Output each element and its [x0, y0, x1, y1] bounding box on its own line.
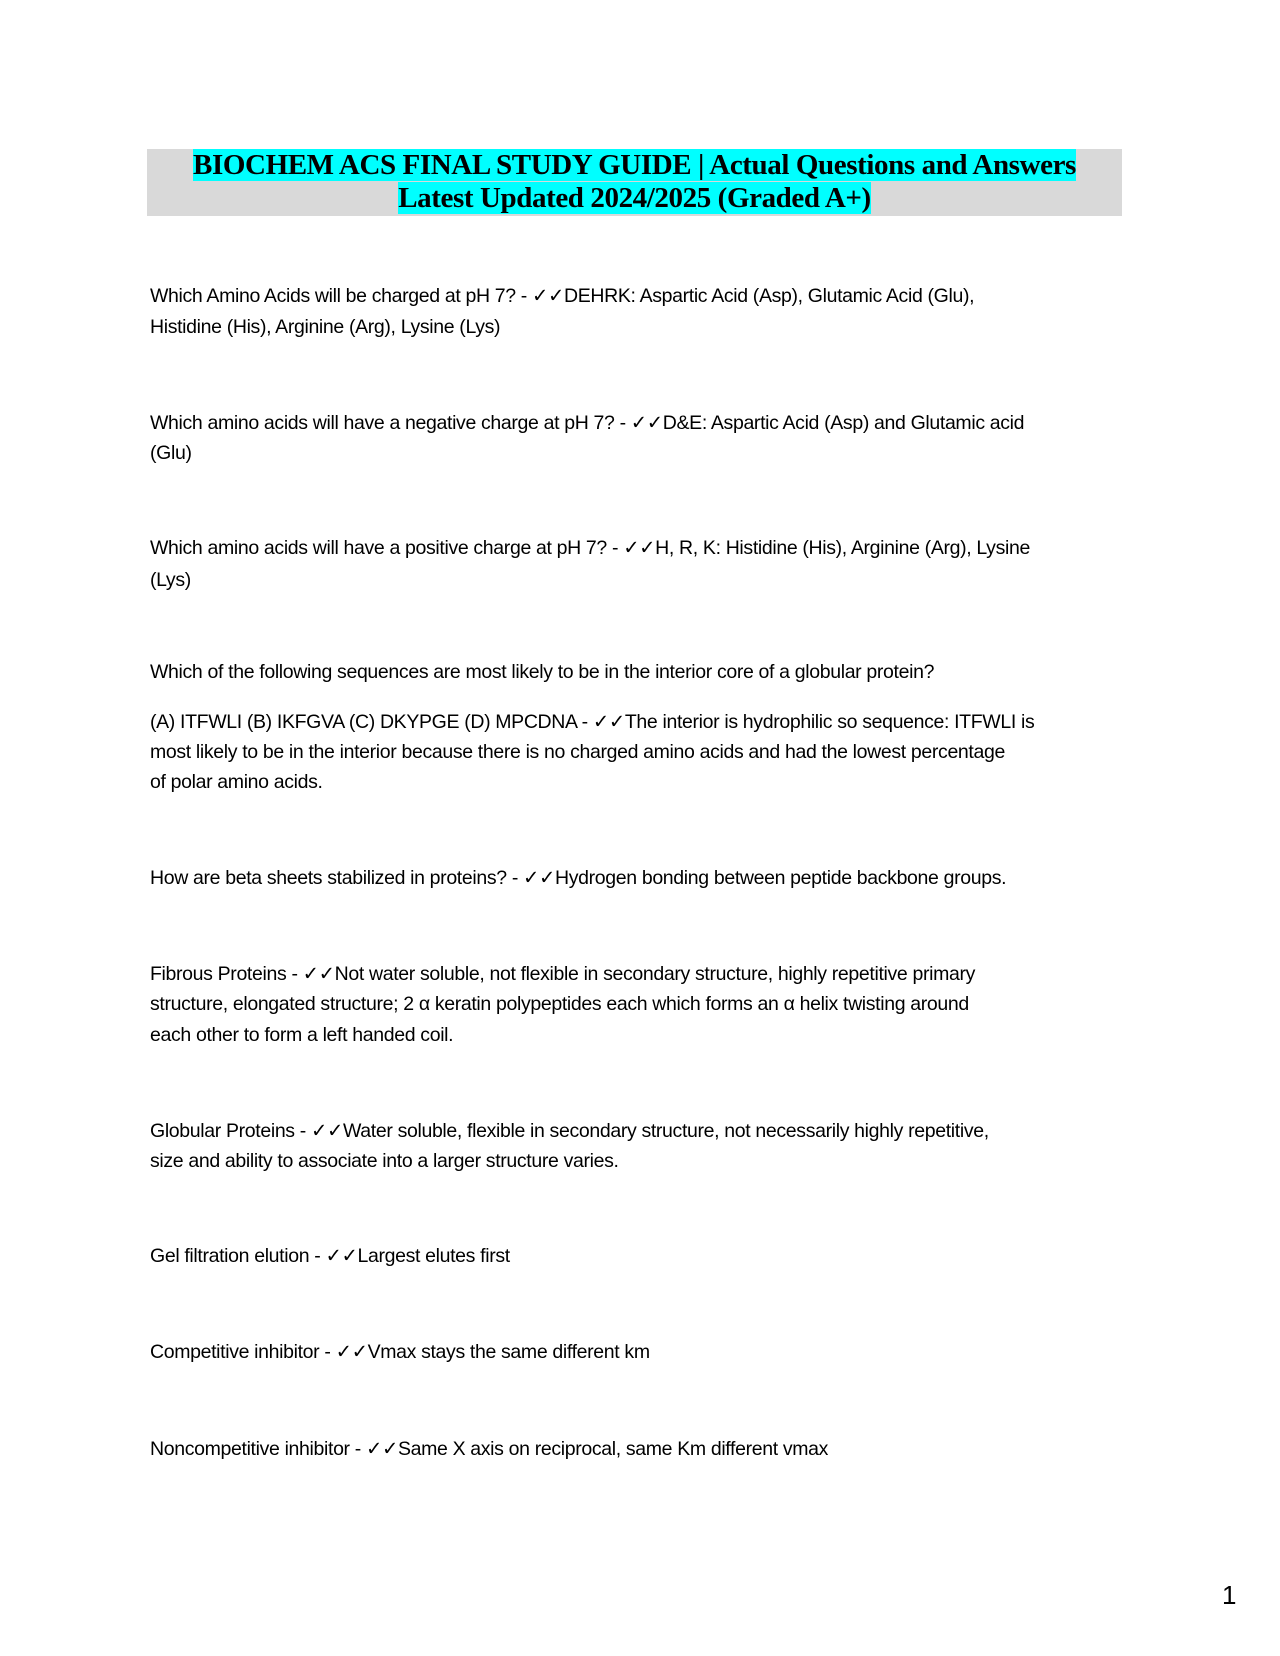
- qa-line: Histidine (His), Arginine (Arg), Lysine (Lys): [150, 316, 501, 338]
- document-title: [147, 149, 1122, 216]
- qa-line: Noncompetitive inhibitor - ✓✓Same X axis on reciprocal, same Km different vmax: [150, 1438, 829, 1460]
- qa-line: size and ability to associate into a larger structure varies.: [150, 1150, 619, 1172]
- qa-line: Globular Proteins - ✓✓Water soluble, flexible in secondary structure, not necessarily highly repetitive,: [150, 1120, 989, 1142]
- qa-line: (Lys): [150, 569, 191, 591]
- title-line-1: BIOCHEM ACS FINAL STUDY GUIDE | Actual Questions and Answers: [193, 149, 1076, 181]
- qa-line: Gel filtration elution - ✓✓Largest elutes first: [150, 1245, 510, 1267]
- qa-line: Which of the following sequences are most likely to be in the interior core of a globular protein?: [150, 661, 935, 683]
- qa-line: Which Amino Acids will be charged at pH 7? - ✓✓DEHRK: Aspartic Acid (Asp), Glutamic Acid (Glu),: [150, 285, 975, 307]
- qa-line: most likely to be in the interior because there is no charged amino acids and had the lowest percentage: [150, 741, 1005, 763]
- qa-line: of polar amino acids.: [150, 771, 323, 793]
- qa-line: How are beta sheets stabilized in proteins? - ✓✓Hydrogen bonding between peptide backbone groups.: [150, 867, 1007, 889]
- qa-line: each other to form a left handed coil.: [150, 1024, 454, 1046]
- qa-line: Fibrous Proteins - ✓✓Not water soluble, not flexible in secondary structure, highly repetitive primary: [150, 963, 976, 985]
- qa-line: Competitive inhibitor - ✓✓Vmax stays the same different km: [150, 1341, 650, 1363]
- qa-line: (Glu): [150, 442, 192, 464]
- qa-line: structure, elongated structure; 2 α keratin polypeptides each which forms an α helix twisting around: [150, 993, 969, 1015]
- qa-line: Which amino acids will have a positive charge at pH 7? - ✓✓H, R, K: Histidine (His), Arginine (Arg), Lysine: [150, 537, 1030, 559]
- page-number: 1: [1222, 1580, 1237, 1610]
- title-line-2: Latest Updated 2024/2025 (Graded A+): [398, 182, 871, 214]
- qa-line: (A) ITFWLI (B) IKFGVA (C) DKYPGE (D) MPCDNA - ✓✓The interior is hydrophilic so sequence: ITFWLI is: [150, 711, 1035, 733]
- qa-line: Which amino acids will have a negative charge at pH 7? - ✓✓D&E: Aspartic Acid (Asp) and Glutamic acid: [150, 412, 1025, 434]
